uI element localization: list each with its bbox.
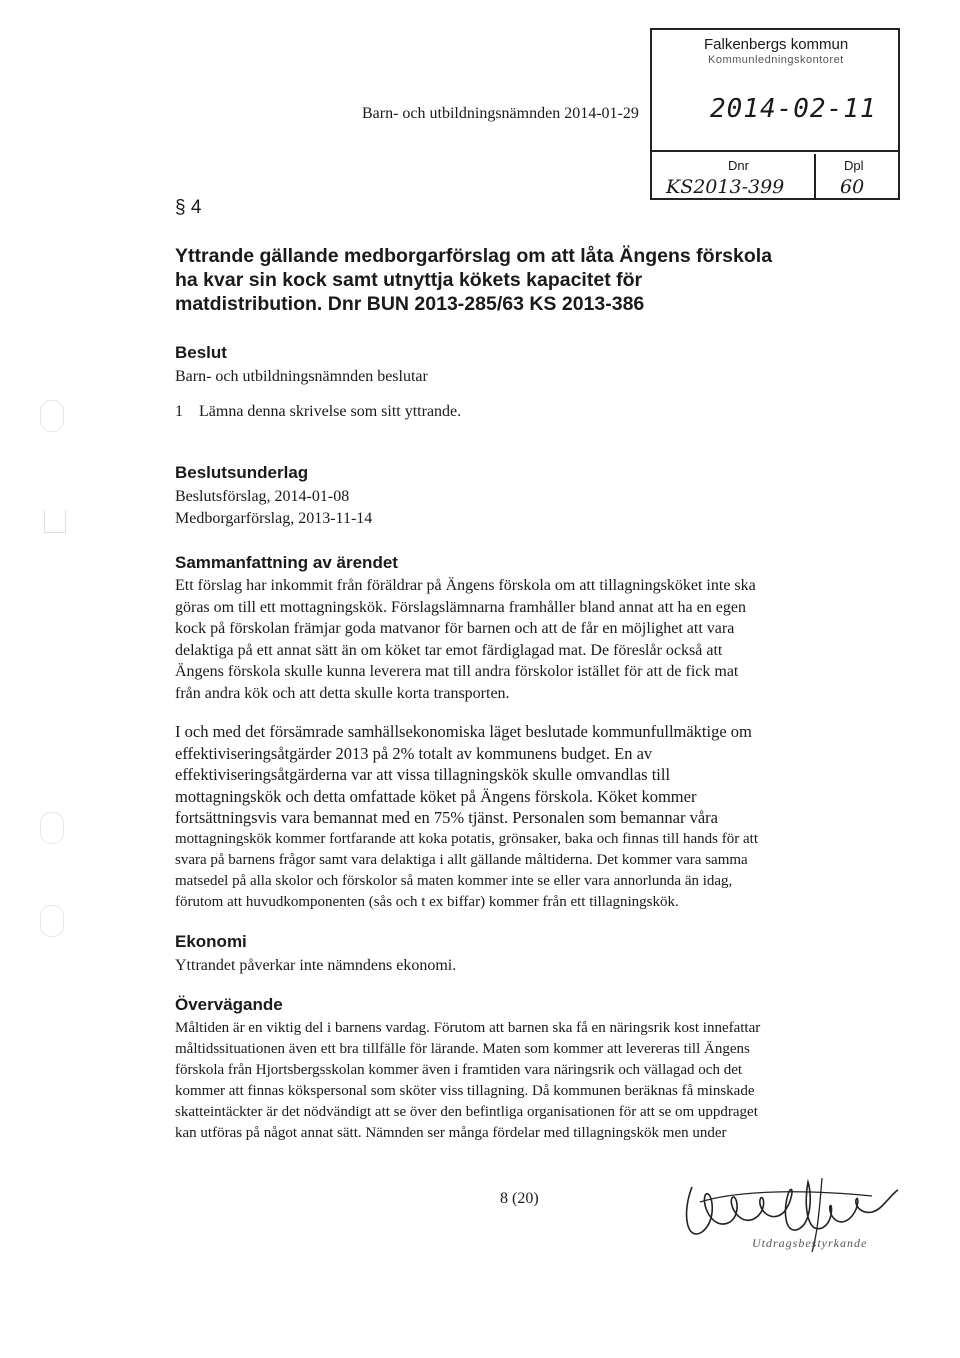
stamp-organization: Falkenbergs kommun	[704, 36, 849, 53]
stamp-received-date: 2014-02-11	[710, 94, 877, 124]
text-line: effektiviseringsåtgärder 2013 på 2% totalt av kommunens budget. En av	[175, 743, 653, 763]
section-sammanfattning	[175, 553, 756, 704]
sammanfattning-heading: Sammanfattning av ärendet	[175, 553, 398, 572]
title-line: ha kvar sin kock samt utnyttja kökets kapacitet för	[175, 269, 643, 291]
stamp-dnr-value: KS2013-399	[666, 176, 785, 198]
text-line: effektiviseringsåtgärderna var att vissa tillagningskök skulle omvandlas till	[175, 765, 671, 784]
text-line: mottagningskök kommer fortfarande att koka potatis, grönsaker, baka och finnas till hands för att	[175, 830, 758, 847]
text-line: I och med det försämrade samhällsekonomiska läget beslutade kommunfullmäktige om	[175, 722, 752, 741]
title-line: matdistribution. Dnr BUN 2013-285/63 KS 2013-386	[175, 293, 645, 315]
stamp-column-divider	[814, 154, 816, 200]
text-line: skatteintäckter är det nödvändigt att se över den befintliga organisationen för att se om uppdraget	[175, 1104, 758, 1120]
text-line: mottagningskök och detta omfattade köket på Ängens förskola. Köket kommer	[175, 786, 697, 806]
binder-hole	[40, 400, 64, 432]
text-line: från andra kök och att detta skulle korta transporten.	[175, 684, 510, 702]
text-line: förskola från Hjortsbergsskolan kommer även i framtiden vara näringsrik och vällagad och det	[175, 1062, 743, 1078]
decision-item-number: 1	[175, 403, 183, 420]
section-overvagande	[175, 995, 760, 1144]
text-line: Ängens förskola skulle kunna leverera mat till andra förskolor istället för att de fick mat	[175, 663, 739, 680]
registration-stamp	[650, 28, 900, 200]
text-line: Måltiden är en viktig del i barnens vardag. Förutom att barnen ska få en näringsrik kost innefattar	[175, 1020, 761, 1036]
binder-hole	[40, 905, 64, 937]
margin-mark	[44, 510, 66, 533]
title-line: Yttrande gällande medborgarförslag om att låta Ängens förskola	[175, 245, 773, 267]
document-title	[175, 244, 865, 316]
binder-hole	[40, 812, 64, 844]
section-ekonomi	[175, 932, 456, 977]
text-line: Ett förslag har inkommit från föräldrar på Ängens förskola om att tillagningsköket inte ska	[175, 577, 756, 594]
stamp-dpl-label: Dpl	[844, 158, 864, 173]
text-line: kan utföras på något annat sätt. Nämnden ser många fördelar med tillagningskök men under	[175, 1125, 727, 1141]
decision-item	[175, 403, 461, 421]
text-line: matsedel på alla skolor och förskolor så maten kommer inte se eller vara annorlunda än idag,	[175, 872, 733, 889]
underlag-item: Beslutsförslag, 2014-01-08	[175, 488, 350, 505]
section-beslutsunderlag	[175, 463, 372, 529]
text-line: kommer att finnas kökspersonal som sköter viss tillagning. Då kommunen beräknas få minskade	[175, 1083, 755, 1099]
signature-title: Utdragsbestyrkande	[752, 1236, 868, 1250]
decision-item-text: Lämna denna skrivelse som sitt yttrande.	[199, 403, 462, 420]
stamp-dnr-label: Dnr	[728, 158, 749, 173]
section-beslut	[175, 343, 428, 388]
text-line: förutom att huvudkomponenten (sås och t ex biffar) kommer från ett tillagningskök.	[175, 893, 679, 910]
stamp-department: Kommunledningskontoret	[708, 54, 844, 66]
beslut-heading: Beslut	[175, 343, 227, 362]
text-line: kock på förskolan främjar goda matvanor för barnen och att de får en möjlighet att vara	[175, 620, 735, 637]
ekonomi-heading: Ekonomi	[175, 932, 247, 951]
paragraph-number: § 4	[175, 197, 202, 218]
section-background	[175, 721, 758, 913]
text-line: måltidssituationen även ett bra tillfälle för lärande. Maten som kommer att levereras till Ängens	[175, 1041, 750, 1057]
stamp-dpl-value: 60	[840, 176, 865, 198]
text-line: svara på barnens frågor samt vara delaktiga i allt gällande måltiderna. Det kommer vara samma	[175, 851, 748, 868]
document-header: Barn- och utbildningsnämnden 2014-01-29	[362, 105, 639, 122]
ekonomi-text: Yttrandet påverkar inte nämndens ekonomi.	[175, 957, 457, 974]
stamp-divider	[652, 150, 898, 152]
overvagande-heading: Övervägande	[175, 995, 283, 1014]
beslut-text: Barn- och utbildningsnämnden beslutar	[175, 368, 428, 385]
text-line: göras om till ett mottagningskök. Förslagslämnarna framhåller bland annat att ha en egen	[175, 598, 746, 616]
text-line: fortsättningsvis vara bemannat med en 75% tjänst. Personalen som bemannar våra	[175, 808, 718, 827]
text-line: delaktiga på ett annat sätt än om köket tar emot färdiglagad mat. De föreslår också att	[175, 641, 723, 659]
underlag-item: Medborgarförslag, 2013-11-14	[175, 509, 373, 527]
beslutsunderlag-heading: Beslutsunderlag	[175, 463, 309, 482]
page-number: 8 (20)	[500, 1190, 539, 1207]
